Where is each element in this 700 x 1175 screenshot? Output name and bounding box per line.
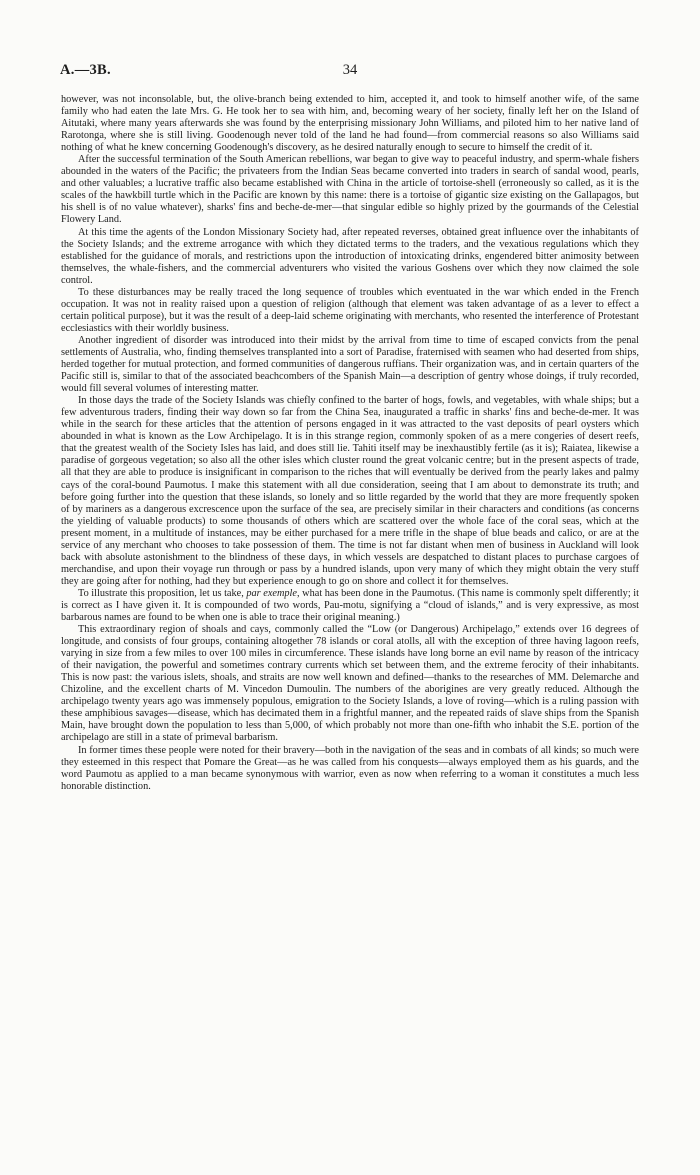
italic-phrase: par exemple: [246, 587, 297, 599]
body-text: [61, 94, 639, 793]
paragraph: Another ingredient of disorder was introduced into their midst by the arrival from time to time of escaped convicts from the penal settlements of Australia, who, finding themselves transplanted into a sort of Paradise, fraternised with seamen who had deserted from ships, herded together for mutual protection, and formed communities of dangerous ruffians. Their organization was, and in certain quarters of the Pacific still is, similar to that of the associated beachcombers of the Spanish Main—a description of gentry whose doings, if truly recorded, would fill several volumes of interesting matter.: [61, 334, 639, 395]
paragraph: After the successful termination of the South American rebellions, war began to give way to peaceful industry, and sperm-whale fishers abounded in the waters of the Pacific; the privateers from the Indian Seas became converted into traders in search of sandal wood, pearls, and other valuables; a lucrative traffic also became established with China in the article of tortoise-shell (erroneously so called, as it is the scales of the hawkbill turtle which in the Pacific are known by this name: there is a tortoise of gigantic size existing on the Gallapagos, but his shell is of no value whatever), sharks' fins and beche-de-mer—that singular edible so highly prized by the gourmands of the Celestial Flowery Land.: [61, 154, 639, 226]
page-number: 34: [342, 62, 358, 78]
paragraph-text: , what has been done in the Paumotus. (This name is commonly spelt differently; it is correct as I have given it. It is compounded of two words, Pau-motu, signifying a “cloud of islands,” and is very expressive, as most barbarous names are found to be when one is able to trace their original meaning.): [61, 587, 639, 624]
paragraph: however, was not inconsolable, but, the olive-branch being extended to him, accepted it, and took to himself another wife, of the same family who had eaten the late Mrs. G. He took her to sea with him, and, becoming weary of her society, finally left her on the Island of Aitutaki, where many years afterwards she was found by the enterprising missionary John Williams, and piloted him to her native land of Rarotonga, where she is still living. Goodenough never told of the land he had found—from commercial reasons so also Williams said nothing of what he knew concerning Goodenough's discovery, as he desired naturally enough to secure to himself the credit of it.: [61, 94, 639, 154]
page-header: [60, 62, 640, 82]
paragraph: In those days the trade of the Society Islands was chiefly confined to the barter of hogs, fowls, and vegetables, with whale ships; but a few adventurous traders, finding their way down so far from the China Sea, inaugurated a traffic in sharks' fins and beche-de-mer. It was while in the search for these articles that the attention of persons engaged in it was attracted to the vast deposits of pearl oysters which abounded in what is known as the Low Archipelago. It is in this strange region, commonly spoken of as a mere congeries of desert reefs, that the greatest wealth of the Society Isles has laid, and does still lie. Tahiti itself may be inexhaustibly fertile (as it is); Raiatea, likewise a paradise of gorgeous vegetation; so also all the other isles which cluster round the great volcanic centre; but in the present aspects of trade, all that they are able to produce is insignificant in comparison to the riches that will eventually be derived from the pearly lakes and palmy cays of the coral-bound Paumotus. I make this statement with all due consideration, seeing that I am about to demonstrate its truth; and before going further into the question that these islands, so lonely and so little regarded by the world that they are more frequently spoken of by mariners as a dangerous excrescence upon the surface of the sea, are precisely similar in their characters and conditions (as concerns the yielding of valuable products) to some thousands of others which are scattered over the whole face of the coral seas, which at the present moment, in a multitude of instances, may be either purchased for a mere trifle in the shape of blue beads and calico, or are at the service of any merchant who chooses to take possession of them. The time is not far distant when men of business in Auckland will look back with absolute astonishment to the blindness of these days, in which vessels are despatched to distant places to purchase cargoes of merchandise, and upon their voyage run through or pass by a hundred islands, upon very many of which they might obtain the very stuff they are going after for nothing, had they but experience enough to go on shore and collect it for themselves.: [61, 395, 639, 587]
paragraph: At this time the agents of the London Missionary Society had, after repeated reverses, obtained great influence over the inhabitants of the Society Islands; and the extreme arrogance with which they dictated terms to the traders, and the vexatious regulations which they established for the guidance of morals, and restrictions upon the introduction of intoxicating drinks, engendered bitter animosity between themselves, the whale-fishers, and the commercial adventurers who visited the various Goshens over which they now claimed the sole control.: [61, 226, 639, 286]
document-reference: A.—3B.: [60, 62, 111, 78]
paragraph: [61, 588, 639, 624]
paragraph: In former times these people were noted for their bravery—both in the navigation of the seas and in combats of all kinds; so much were they esteemed in this respect that Pomare the Great—as he was called from his conquests—always employed them as his guards, and the word Paumotu as applied to a man became synonymous with warrior, even as now when referring to a woman it constitutes a much less honorable distinction.: [61, 744, 639, 792]
paragraph: This extraordinary region of shoals and cays, commonly called the “Low (or Dangerous) Archipelago,” extends over 16 degrees of longitude, and consists of four groups, containing altogether 78 islands or coral atolls, all with the exception of three having lagoon reefs, varying in size from a few miles to over 100 miles in circumference. These islands have long borne an evil name by reason of the intricacy of their navigation, the powerful and sometimes contrary currents which set between them, and the extreme ferocity of their inhabitants. This is now past: the various islets, shoals, and straits are now well known and defined—thanks to the researches of MM. Delemarche and Chizoline, and the excellent charts of M. Vincedon Dumoulin. The numbers of the aborigines are very greatly reduced. Although the archipelago twenty years ago was immensely populous, emigration to the Society Islands, a love of roving—which is a ruling passion with these amphibious savages—disease, which has decimated them in a frightful manner, and the repeated raids of slave ships from the Spanish Main, have brought down the population to less than 5,000, of which probably not more than one-fifth who inhabit the S.E. portion of the archipelago are still in a state of primeval barbarism.: [61, 624, 639, 744]
paragraph: To these disturbances may be really traced the long sequence of troubles which eventuated in the war which ended in the French occupation. It was not in reality raised upon a question of religion (although that element was taken advantage of as a lever to effect a certain political purpose), but it was the result of a deep-laid scheme originating with merchants, who resented the interference of Protestant ecclesiastics with their worldly business.: [61, 286, 639, 334]
paragraph-text: To illustrate this proposition, let us take,: [78, 587, 247, 599]
